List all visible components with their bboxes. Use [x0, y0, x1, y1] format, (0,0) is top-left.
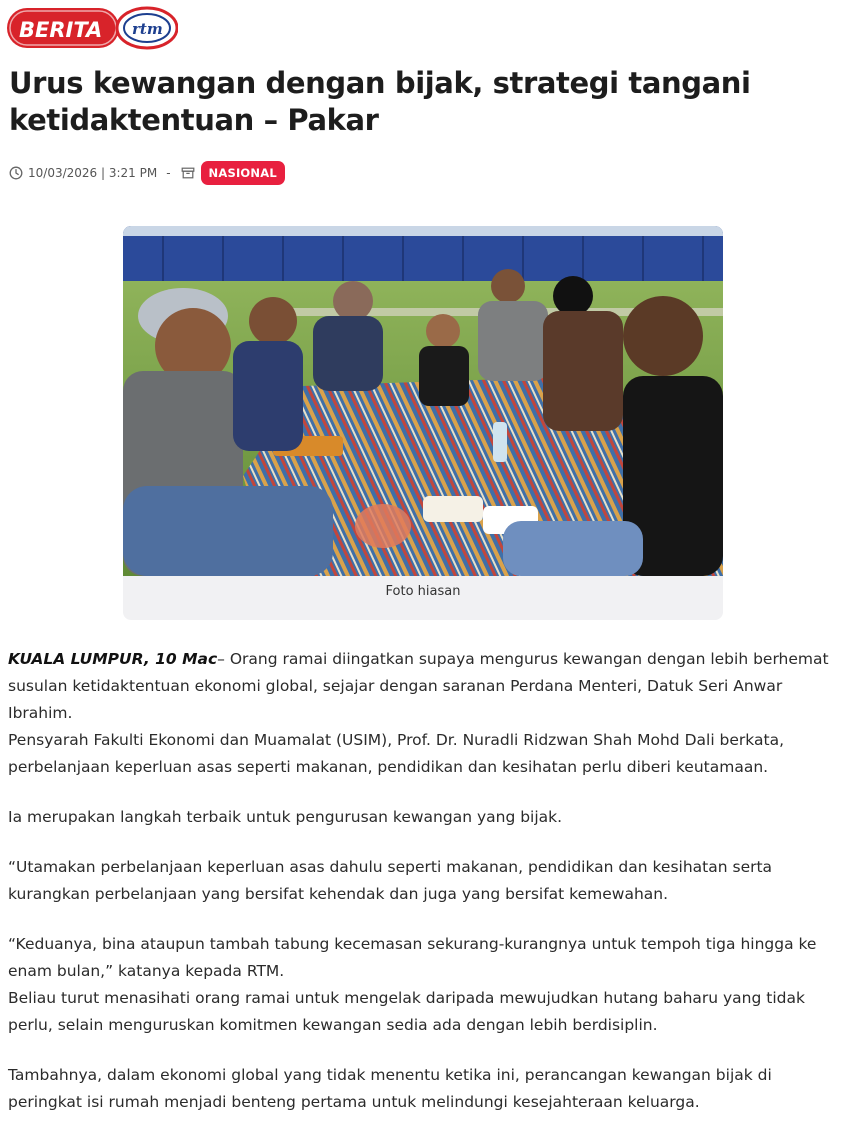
article-headline: Urus kewangan dengan bijak, strategi tangani ketidaktentuan – Pakar	[9, 66, 751, 137]
lead-text: – Orang ramai diingatkan supaya mengurus kewangan dengan lebih berhemat susulan ketidaktentuan ekonomi global, sejajar dengan saranan Perdana Menteri, Datuk Seri Anwar Ibrahim.	[8, 650, 829, 722]
article-paragraph: Ia merupakan langkah terbaik untuk pengurusan kewangan yang bijak.	[8, 808, 563, 826]
image-caption: Foto hiasan	[385, 584, 461, 599]
featured-image-figure	[123, 226, 723, 620]
article-paragraph: “Utamakan perbelanjaan keperluan asas dahulu seperti makanan, pendidikan dan kesihatan serta kurangkan perbelanjaan yang bersifat kehendak dan juga yang bersifat kemewahan.	[8, 858, 773, 903]
featured-photo	[123, 226, 723, 576]
meta-separator: -	[166, 165, 171, 180]
article-paragraph: Pensyarah Fakulti Ekonomi dan Muamalat (USIM), Prof. Dr. Nuradli Ridzwan Shah Mohd Dali berkata, perbelanjaan keperluan asas seperti makanan, pendidikan dan kesihatan perlu diberi keutamaan.	[8, 731, 784, 776]
clock-icon	[9, 166, 23, 180]
article-meta	[9, 160, 285, 185]
logo-text: BERITA	[19, 18, 103, 42]
article-paragraph: Tambahnya, dalam ekonomi global yang tidak menentu ketika ini, perancangan kewangan bijak di peringkat isi rumah menjadi benteng pertama untuk melindungi kesejahteraan keluarga.	[8, 1066, 772, 1111]
article-body	[8, 646, 848, 1116]
berita-rtm-logo[interactable]	[6, 5, 178, 51]
article-paragraph: Beliau turut menasihati orang ramai untuk mengelak daripada mewujudkan hutang baharu yang tidak perlu, selain menguruskan komitmen kewangan sedia ada dengan lebih berdisiplin.	[8, 989, 805, 1034]
dateline: KUALA LUMPUR, 10 Mac	[8, 650, 218, 668]
logo-rtm-text: rtm	[132, 20, 163, 38]
publish-date: 10/03/2026 | 3:21 PM	[28, 165, 158, 180]
category-badge[interactable]: NASIONAL	[201, 161, 285, 185]
article-lead	[8, 646, 848, 727]
article-paragraph: “Keduanya, bina ataupun tambah tabung kecemasan sekurang-kurangnya untuk tempoh tiga hingga ke enam bulan,” katanya kepada RTM.	[8, 935, 817, 980]
archive-icon	[181, 166, 195, 180]
